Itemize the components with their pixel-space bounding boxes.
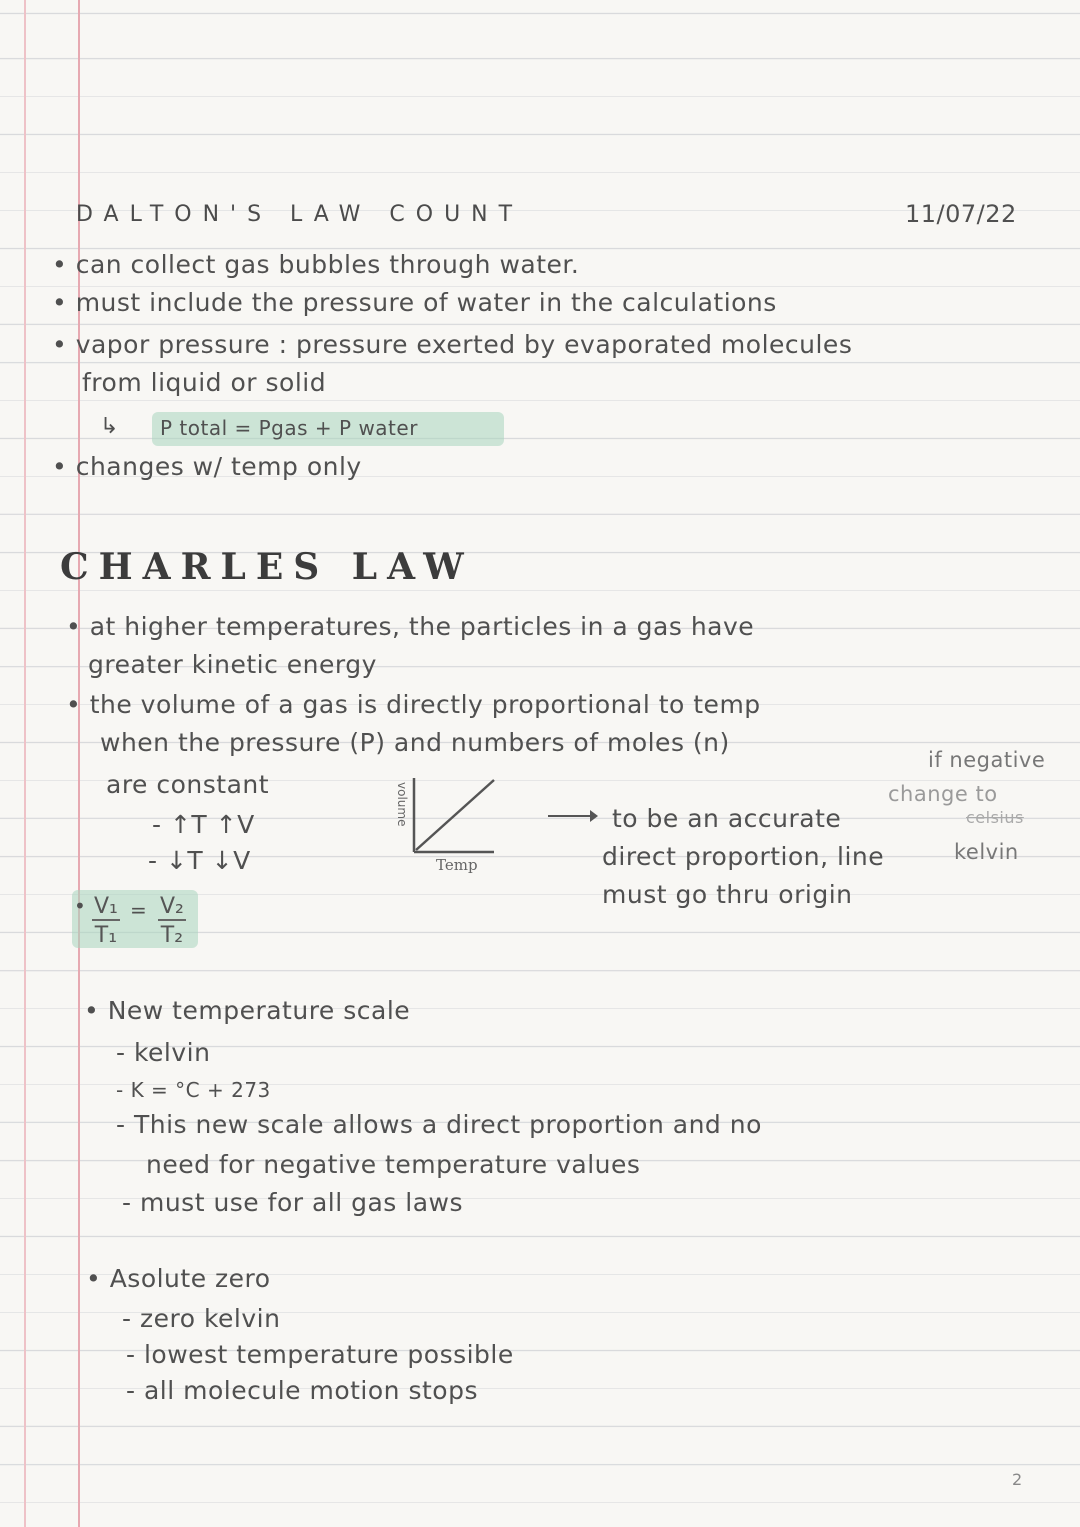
charles-heading: CHARLES LAW <box>60 546 474 588</box>
side-note-strikethrough: celsius <box>966 808 1024 827</box>
dalton-heading: DALTON'S LAW COUNT <box>76 202 524 227</box>
volume-temp-graph <box>384 770 514 880</box>
absolute-line-4: - all molecule motion stops <box>126 1376 478 1405</box>
kelvin-line-6: - must use for all gas laws <box>122 1188 464 1217</box>
charles-line-5: are constant <box>106 770 270 799</box>
graph-x-label: Temp <box>436 856 478 874</box>
date-label: 11/07/22 <box>905 200 1017 228</box>
note-line-3: must go thru origin <box>602 880 853 909</box>
absolute-line-2: - zero kelvin <box>122 1304 281 1333</box>
dalton-line-4: from liquid or solid <box>82 368 327 397</box>
formula-v2: V₂ <box>160 894 184 919</box>
charles-line-2: greater kinetic energy <box>88 650 377 679</box>
graph-y-label: volume <box>395 782 409 827</box>
kelvin-line-2: - kelvin <box>116 1038 211 1067</box>
right-arrow-icon <box>546 806 598 826</box>
relation-decrease: - ↓T ↓V <box>148 846 251 875</box>
dalton-line-3: • vapor pressure : pressure exerted by evaporated molecules <box>52 330 853 359</box>
charles-line-3: • the volume of a gas is directly proportional to temp <box>66 690 761 719</box>
sub-arrow-icon: ↳ <box>100 414 119 439</box>
side-note-line-3: kelvin <box>954 840 1019 864</box>
side-note-line-1: if negative <box>928 748 1046 772</box>
note-line-2: direct proportion, line <box>602 842 885 871</box>
kelvin-line-3: - K = °C + 273 <box>116 1078 271 1102</box>
absolute-line-1: • Asolute zero <box>86 1264 271 1293</box>
dalton-line-2: • must include the pressure of water in the calculations <box>52 288 777 317</box>
absolute-line-3: - lowest temperature possible <box>126 1340 514 1369</box>
charles-line-4: when the pressure (P) and numbers of moles (n) <box>100 728 730 757</box>
formula-bullet: • <box>74 894 87 918</box>
fraction-v1-t1 <box>92 894 120 948</box>
fraction-v2-t2 <box>158 894 186 948</box>
charles-line-1: • at higher temperatures, the particles in a gas have <box>66 612 755 641</box>
kelvin-line-4: - This new scale allows a direct proportion and no <box>116 1110 762 1139</box>
side-note-line-2: change to <box>888 782 998 806</box>
page-number: 2 <box>1012 1470 1023 1489</box>
formula-v1: V₁ <box>94 894 118 919</box>
dalton-line-6: • changes w/ temp only <box>52 452 362 481</box>
dalton-formula: P total = Pgas + P water <box>160 416 418 440</box>
formula-equals: = <box>130 898 148 922</box>
note-line-1: to be an accurate <box>612 804 842 833</box>
dalton-line-1: • can collect gas bubbles through water. <box>52 250 580 279</box>
relation-increase: - ↑T ↑V <box>152 810 255 839</box>
kelvin-line-1: • New temperature scale <box>84 996 411 1025</box>
graph-line <box>416 780 494 850</box>
kelvin-line-5: need for negative temperature values <box>146 1150 641 1179</box>
margin-line-outer <box>24 0 26 1527</box>
formula-t1: T₁ <box>94 923 118 948</box>
formula-t2: T₂ <box>160 923 184 948</box>
margin-line <box>78 0 80 1527</box>
